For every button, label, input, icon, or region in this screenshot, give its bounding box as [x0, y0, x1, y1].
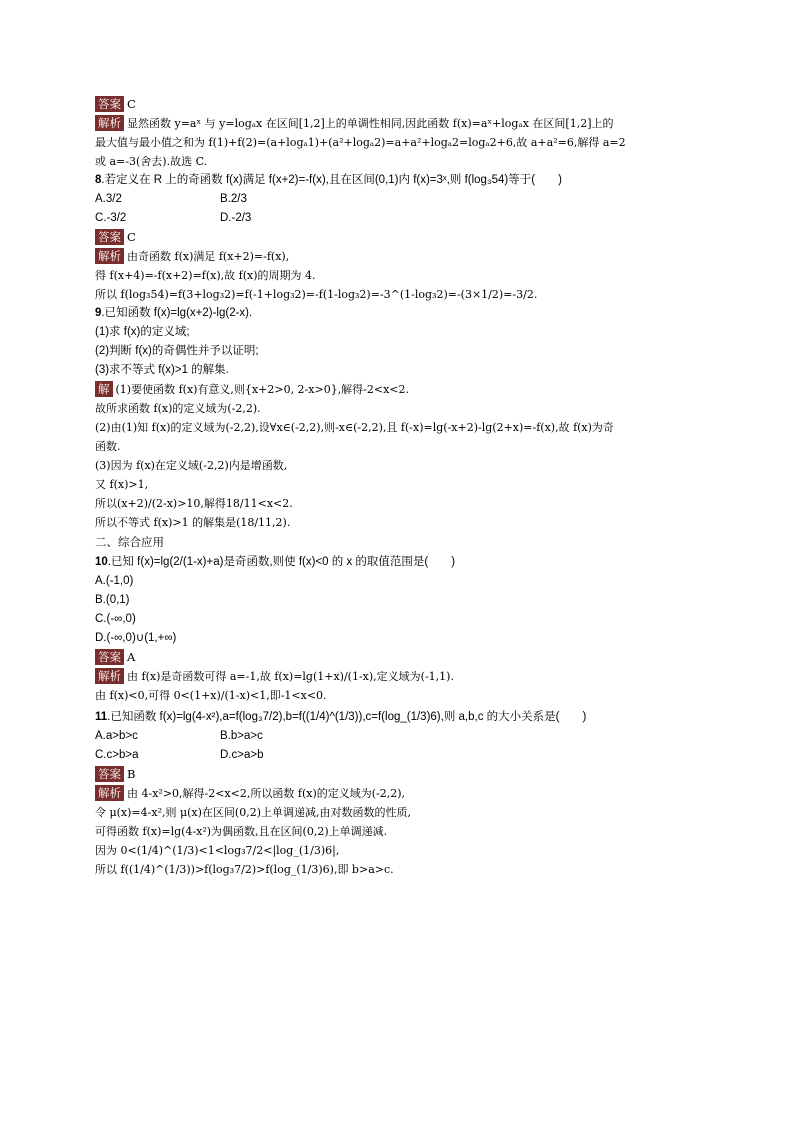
option-a: A.3/2 — [95, 193, 122, 205]
question-text: .已知 f(x)=lg(2/(1-x)+a)是奇函数,则使 f(x)<0 的 x 的取值范围是( ) — [107, 556, 456, 568]
answer-text: B — [127, 767, 136, 781]
q11-analysis-row — [95, 784, 700, 803]
section-heading: 二、综合应用 — [95, 537, 164, 549]
q9-solution-row — [95, 380, 700, 399]
document-page — [95, 95, 700, 879]
analysis-line: 最大值与最小值之和为 f(1)+f(2)=(a+logₐ1)+(a²+logₐ2)=a+a²+logₐ2=logₐ2+6,故 a+a²=6,解得 a=2 — [95, 136, 626, 149]
option-c: C.-3/2 — [95, 212, 127, 224]
q7-answer-row — [95, 95, 700, 114]
question-text: .已知函数 f(x)=lg(x+2)-lg(2-x). — [101, 307, 253, 319]
question-number: 11 — [95, 711, 108, 723]
analysis-line: 因为 0<(1/4)^(1/3)<1<log₃7/2<|log_(1/3)6|, — [95, 844, 340, 857]
q11-options-row1 — [95, 727, 700, 746]
solution-line: 函数. — [95, 440, 121, 453]
option-d: D.(-∞,0)∪(1,+∞) — [95, 632, 177, 644]
analysis-line: 由 f(x)<0,可得 0<(1+x)/(1-x)<1,即-1<x<0. — [95, 689, 327, 702]
option-c: C.(-∞,0) — [95, 613, 136, 625]
solution-line: 所以不等式 f(x)>1 的解集是(18/11,2). — [95, 516, 291, 529]
analysis-line: 由奇函数 f(x)满足 f(x+2)=-f(x), — [127, 250, 290, 263]
option-b: B.(0,1) — [95, 594, 130, 606]
q10-stem — [95, 553, 700, 572]
analysis-line: 所以 f((1/4)^(1/3))>f(log₃7/2)>f(log_(1/3)6),即 b>a>c. — [95, 863, 394, 876]
answer-text: C — [127, 230, 136, 244]
solution-tag: 解 — [95, 381, 113, 397]
q8-answer-row — [95, 228, 700, 247]
q9-stem — [95, 304, 700, 323]
question-number: 10 — [95, 556, 108, 568]
analysis-line: 令 μ(x)=4-x²,则 μ(x)在区间(0,2)上单调递减,由对数函数的性质, — [95, 806, 411, 819]
q8-options-row1 — [95, 190, 700, 209]
q11-options-row2 — [95, 746, 700, 765]
q11-answer-row — [95, 765, 700, 784]
option-c: C.c>b>a — [95, 749, 139, 761]
solution-line: (3)因为 f(x)在定义域(-2,2)内是增函数, — [95, 459, 288, 472]
q8-options-row2 — [95, 209, 700, 228]
answer-tag: 答案 — [95, 649, 124, 665]
analysis-line: 得 f(x+4)=-f(x+2)=f(x),故 f(x)的周期为 4. — [95, 269, 316, 282]
analysis-tag: 解析 — [95, 785, 124, 801]
question-text: .已知函数 f(x)=lg(4-x²),a=f(log₃7/2),b=f((1/4)^(1/3)),c=f(log_(1/3)6),则 a,b,c 的大小关系是( ) — [107, 711, 587, 723]
solution-line: 故所求函数 f(x)的定义域为(-2,2). — [95, 402, 261, 415]
q10-answer-row — [95, 648, 700, 667]
option-a: A.(-1,0) — [95, 575, 134, 587]
option-b: B.2/3 — [220, 193, 247, 205]
analysis-line: 可得函数 f(x)=lg(4-x²)为偶函数,且在区间(0,2)上单调递减. — [95, 825, 388, 838]
q9-part: (2)判断 f(x)的奇偶性并予以证明; — [95, 345, 259, 357]
answer-tag: 答案 — [95, 766, 124, 782]
answer-text: A — [127, 650, 136, 664]
q8-analysis-row — [95, 247, 700, 266]
question-number: 8 — [95, 174, 102, 186]
q8-stem — [95, 171, 700, 190]
solution-line: (1)要使函数 f(x)有意义,则{x+2>0, 2-x>0},解得-2<x<2. — [115, 383, 410, 396]
analysis-tag: 解析 — [95, 115, 124, 131]
analysis-line: 所以 f(log₃54)=f(3+log₃2)=f(-1+log₃2)=-f(1-log₃2)=-3^(1-log₃2)=-(3×1/2)=-3/2. — [95, 288, 538, 301]
q9-part: (1)求 f(x)的定义域; — [95, 326, 190, 338]
question-number: 9 — [95, 307, 102, 319]
answer-text: C — [127, 97, 136, 111]
answer-tag: 答案 — [95, 96, 124, 112]
analysis-tag: 解析 — [95, 248, 124, 264]
q9-part: (3)求不等式 f(x)>1 的解集. — [95, 364, 229, 376]
analysis-line: 由 f(x)是奇函数可得 a=-1,故 f(x)=lg(1+x)/(1-x),定义域为(-1,1). — [127, 670, 454, 683]
option-a: A.a>b>c — [95, 730, 138, 742]
analysis-line: 显然函数 y=aˣ 与 y=logₐx 在区间[1,2]上的单调性相同,因此函数 f(x)=aˣ+logₐx 在区间[1,2]上的 — [127, 117, 614, 130]
q7-analysis-row — [95, 114, 700, 133]
q10-analysis-row — [95, 667, 700, 686]
answer-tag: 答案 — [95, 229, 124, 245]
question-text: .若定义在 R 上的奇函数 f(x)满足 f(x+2)=-f(x),且在区间(0,1)内 f(x)=3ˣ,则 f(log₃54)等于( ) — [101, 174, 562, 186]
solution-line: (2)由(1)知 f(x)的定义域为(-2,2),设∀x∈(-2,2),则-x∈(-2,2),且 f(-x)=lg(-x+2)-lg(2+x)=-f(x),故 f(x)为奇 — [95, 421, 614, 434]
analysis-tag: 解析 — [95, 668, 124, 684]
option-b: B.b>a>c — [220, 730, 263, 742]
q11-stem — [95, 708, 700, 727]
solution-line: 所以(x+2)/(2-x)>10,解得18/11<x<2. — [95, 497, 293, 510]
solution-line: 又 f(x)>1, — [95, 478, 149, 491]
analysis-line: 或 a=-3(舍去).故选 C. — [95, 155, 208, 168]
option-d: D.c>a>b — [220, 749, 264, 761]
option-d: D.-2/3 — [220, 212, 252, 224]
analysis-line: 由 4-x²>0,解得-2<x<2,所以函数 f(x)的定义域为(-2,2), — [127, 787, 406, 800]
